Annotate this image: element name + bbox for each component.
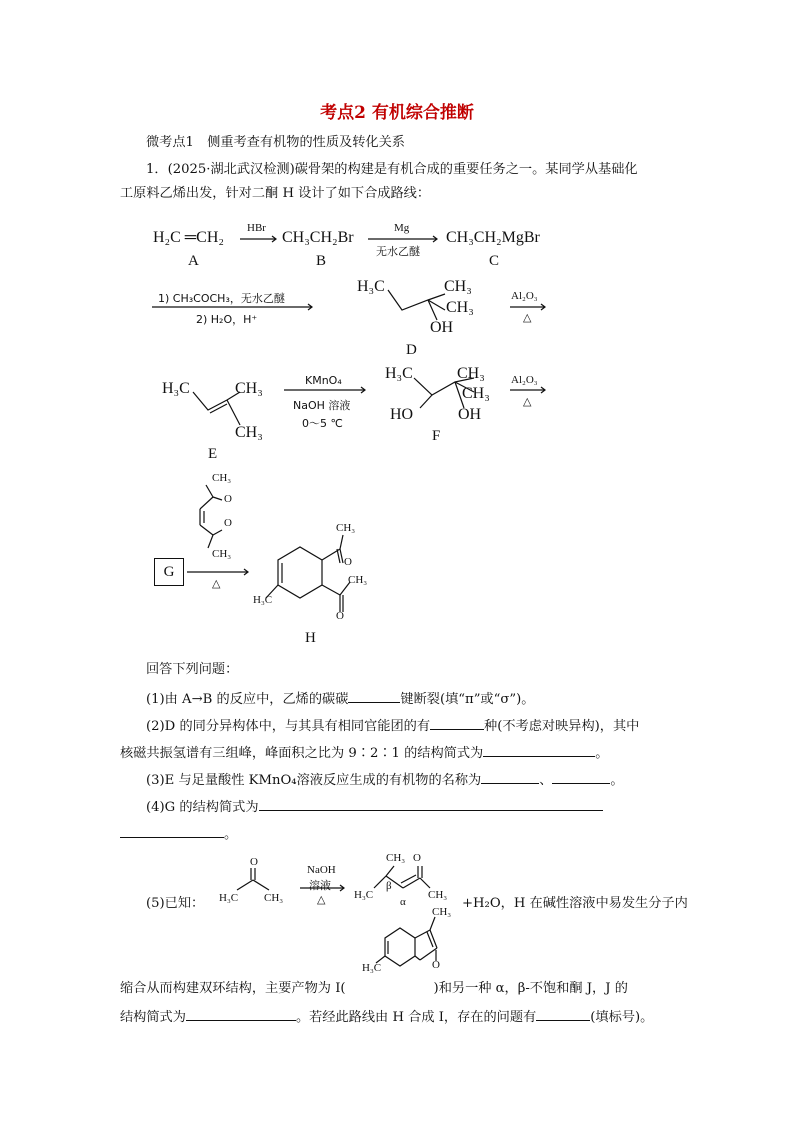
compound-G-box: G [154, 558, 184, 586]
compound-H-label: H [305, 630, 316, 646]
step-hydrolysis: 2) H₂O，H⁺ [196, 313, 258, 326]
compound-C-formula: CH₃CH₂MgBr [446, 229, 540, 246]
acetone-CH3: CH₃ [264, 892, 284, 904]
q5-heat: △ [317, 894, 326, 906]
I-CH3: CH₃ [432, 906, 452, 918]
q5-blank-issues[interactable] [536, 1006, 590, 1021]
D-H3C: H₃C [357, 278, 385, 295]
compound-E-label: E [208, 446, 218, 462]
q4-blank[interactable] [259, 796, 603, 811]
question-2-line2: 核磁共振氢谱有三组峰，峰面积之比为 9∶2∶1 的结构简式为 。 [120, 742, 608, 764]
D-CH3-top: CH₃ [444, 278, 472, 295]
compound-C-label: C [489, 253, 500, 269]
step-acetone-ether: 1) CH₃COCH₃，无水乙醚 [158, 292, 285, 305]
F-OH: OH [458, 406, 482, 423]
heat-2: △ [523, 396, 532, 408]
E-CH3-top: CH₃ [235, 380, 263, 397]
H-O-bottom: O [336, 610, 344, 622]
compound-A-formula: H₂C ═CH₂ [153, 229, 224, 246]
D-CH3-right: CH₃ [446, 299, 474, 316]
reagent-anhydrous-ether: 无水乙醚 [376, 245, 420, 258]
E-CH3-bottom: CH₃ [235, 424, 263, 441]
H-O-top: O [344, 556, 352, 568]
reagent-KMnO4: KMnO₄ [305, 374, 342, 387]
q2-blank-count[interactable] [430, 715, 484, 730]
compound-B-formula: CH₃CH₂Br [282, 229, 354, 246]
q1-blank[interactable] [348, 688, 400, 703]
heat-3: △ [212, 578, 221, 590]
page-title: 考点2 有机综合推断 [320, 103, 474, 123]
reagent-Al2O3-2: Al₂O₃ [511, 374, 538, 386]
F-CH3-top: CH₃ [457, 365, 485, 382]
q5-line3: 结构简式为 。若经此路线由 H 合成 I，存在的问题有 (填标号)。 [120, 1006, 653, 1028]
q5-blank-J[interactable] [186, 1006, 296, 1021]
acetone-O: O [250, 856, 258, 868]
enone-H3C: H₃C [354, 889, 374, 901]
question-4-cont: 。 [120, 823, 237, 845]
reagent-HBr: HBr [247, 222, 266, 234]
diketone-CH3-bottom: CH₃ [212, 548, 232, 560]
enone-beta: β [386, 880, 392, 892]
enone-O: O [413, 852, 421, 864]
D-OH: OH [430, 319, 454, 336]
question-2-line1: (2)D 的同分异构体中，与其具有相同官能团的有 种(不考虑对映异构)，其中 [146, 715, 639, 737]
section-subtitle: 微考点1 侧重考查有机物的性质及转化关系 [146, 135, 405, 150]
acetone-H3C: H₃C [219, 892, 239, 904]
q5-line1-tail: +H₂O，H 在碱性溶液中易发生分子内 [462, 896, 688, 911]
reagent-NaOH-solution: NaOH 溶液 [293, 399, 351, 412]
reagent-Mg: Mg [394, 222, 410, 234]
diketone-O-top: O [224, 493, 232, 505]
compound-A-label: A [188, 253, 199, 269]
H-CH3-right: CH₃ [348, 574, 368, 586]
diketone-CH3-top: CH₃ [212, 472, 232, 484]
H-CH3-top: CH₃ [336, 522, 356, 534]
F-HO: HO [390, 406, 414, 423]
question-3: (3)E 与足量酸性 KMnO₄溶液反应生成的有机物的名称为 、 。 [146, 769, 624, 791]
I-O: O [432, 959, 440, 971]
F-CH3-right: CH₃ [462, 385, 490, 402]
q2-blank-structure[interactable] [483, 742, 595, 757]
heat-1: △ [523, 312, 532, 324]
questions-prompt: 回答下列问题： [146, 662, 239, 677]
question-1: (1)由 A→B 的反应中，乙烯的碳碳 键断裂(填“π”或“σ”)。 [146, 688, 534, 710]
F-H3C: H₃C [385, 365, 413, 382]
enone-CH3-right: CH₃ [428, 889, 448, 901]
q5-known: (5)已知： [146, 896, 205, 911]
q5-line2: 缩合从而构建双环结构，主要产物为 I( )和另一种 α，β-不饱和酮 J，J 的 [120, 981, 628, 996]
q5-solution: 溶液 [309, 879, 331, 892]
compound-F-label: F [432, 428, 441, 444]
q3-blank-1[interactable] [481, 769, 539, 784]
question-intro-line1: 1．(2025·湖北武汉检测)碳骨架的构建是有机合成的重要任务之一。某同学从基础化 [146, 162, 638, 177]
I-H3C: H₃C [362, 962, 382, 974]
q4-blank-cont[interactable] [120, 823, 224, 838]
compound-D-label: D [406, 342, 417, 358]
reagent-Al2O3-1: Al₂O₃ [511, 290, 538, 302]
question-4: (4)G 的结构简式为 [146, 796, 603, 818]
enone-CH3-top: CH₃ [386, 852, 406, 864]
compound-B-label: B [316, 253, 327, 269]
H-H3C: H₃C [253, 594, 273, 606]
enone-alpha: α [400, 896, 406, 908]
E-H3C: H₃C [162, 380, 190, 397]
q3-blank-2[interactable] [552, 769, 610, 784]
q5-NaOH: NaOH [307, 864, 336, 876]
diketone-O-bottom: O [224, 517, 232, 529]
reagent-temperature: 0～5 ℃ [302, 417, 343, 430]
question-intro-line2: 工原料乙烯出发，针对二酮 H 设计了如下合成路线： [120, 186, 431, 201]
